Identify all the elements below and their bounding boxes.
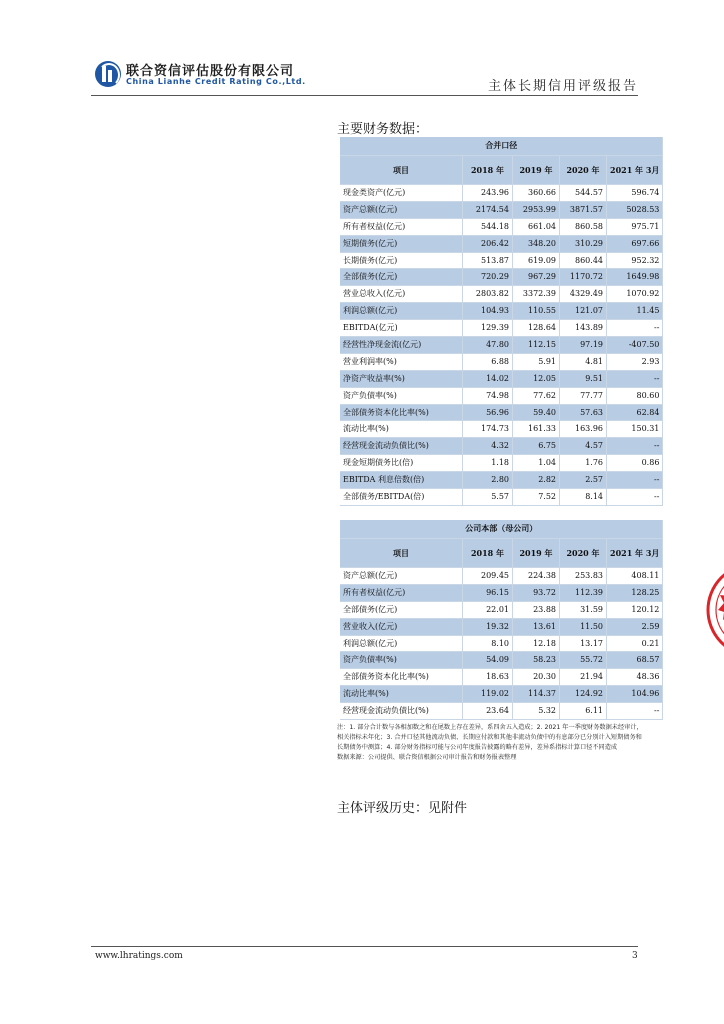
cell-value: 68.57 <box>607 652 663 669</box>
rating-history-title: 主体评级历史：见附件 <box>337 801 468 816</box>
cell-value: 8.10 <box>463 635 513 652</box>
column-header: 项目 <box>340 539 463 568</box>
row-label: EBITDA 利息倍数(倍) <box>340 472 463 489</box>
row-label: 营业总收入(亿元) <box>340 286 463 303</box>
cell-value: 9.51 <box>560 370 607 387</box>
cell-value: 112.39 <box>560 584 607 601</box>
cell-value: 661.04 <box>513 218 560 235</box>
cell-value: 128.25 <box>607 584 663 601</box>
cell-value: 0.21 <box>607 635 663 652</box>
row-label: 所有者权益(亿元) <box>340 584 463 601</box>
cell-value: 1.18 <box>463 455 513 472</box>
cell-value: 124.92 <box>560 686 607 703</box>
cell-value: 5028.53 <box>607 201 663 218</box>
cell-value: 209.45 <box>463 568 513 585</box>
cell-value: 48.36 <box>607 669 663 686</box>
table-row <box>340 218 663 235</box>
cell-value: 119.02 <box>463 686 513 703</box>
table-row <box>340 269 663 286</box>
cell-value: 8.14 <box>560 489 607 506</box>
page-header <box>0 0 724 100</box>
cell-value: 544.57 <box>560 185 607 202</box>
table-row <box>340 252 663 269</box>
row-label: 营业收入(亿元) <box>340 618 463 635</box>
table-row <box>340 601 663 618</box>
cell-value: 253.83 <box>560 568 607 585</box>
cell-value: 1.04 <box>513 455 560 472</box>
cell-value: -407.50 <box>607 337 663 354</box>
cell-value: -- <box>607 703 663 720</box>
cell-value: 104.96 <box>607 686 663 703</box>
table-row <box>340 235 663 252</box>
cell-value: 110.55 <box>513 303 560 320</box>
table-row <box>340 489 663 506</box>
cell-value: 11.45 <box>607 303 663 320</box>
cell-value: 97.19 <box>560 337 607 354</box>
cell-value: -- <box>607 370 663 387</box>
cell-value: 11.50 <box>560 618 607 635</box>
cell-value: 408.11 <box>607 568 663 585</box>
row-label: 全部债务(亿元) <box>340 601 463 618</box>
table-row <box>340 568 663 585</box>
company-name-cn: 联合资信评估股份有限公司 <box>126 64 295 79</box>
company-name-en: China Lianhe Credit Rating Co.,Ltd. <box>126 77 306 86</box>
cell-value: -- <box>607 320 663 337</box>
cell-value: 2.57 <box>560 472 607 489</box>
table-row <box>340 370 663 387</box>
cell-value: 5.32 <box>513 703 560 720</box>
table-row <box>340 635 663 652</box>
row-label: 所有者权益(亿元) <box>340 218 463 235</box>
cell-value: 12.05 <box>513 370 560 387</box>
footer-divider <box>91 946 638 947</box>
page-number: 3 <box>632 951 638 961</box>
cell-value: 1070.92 <box>607 286 663 303</box>
footer-website: www.lhratings.com <box>95 951 183 961</box>
cell-value: 224.38 <box>513 568 560 585</box>
cell-value: 77.77 <box>560 387 607 404</box>
table-row <box>340 387 663 404</box>
column-header: 2018 年 <box>463 539 513 568</box>
cell-value: 860.58 <box>560 218 607 235</box>
cell-value: 121.07 <box>560 303 607 320</box>
column-header: 2019 年 <box>513 539 560 568</box>
data-source-text: 数据来源：公司提供、联合资信根据公司审计报告和财务报表整理 <box>337 754 517 761</box>
cell-value: 47.80 <box>463 337 513 354</box>
row-label: 资产负债率(%) <box>340 652 463 669</box>
cell-value: 2174.54 <box>463 201 513 218</box>
table-notes <box>337 723 643 763</box>
cell-value: 2.82 <box>513 472 560 489</box>
column-header: 2020 年 <box>560 156 607 185</box>
row-label: 利润总额(亿元) <box>340 635 463 652</box>
cell-value: 150.31 <box>607 421 663 438</box>
cell-value: 4.32 <box>463 438 513 455</box>
table-row <box>340 669 663 686</box>
cell-value: 80.60 <box>607 387 663 404</box>
cell-value: 2.80 <box>463 472 513 489</box>
row-label: EBITDA(亿元) <box>340 320 463 337</box>
table-row <box>340 201 663 218</box>
cell-value: 18.63 <box>463 669 513 686</box>
cell-value: 1170.72 <box>560 269 607 286</box>
table-row <box>340 652 663 669</box>
cell-value: 6.88 <box>463 353 513 370</box>
table-row <box>340 185 663 202</box>
cell-value: 20.30 <box>513 669 560 686</box>
row-label: 经营现金流动负债比(%) <box>340 703 463 720</box>
cell-value: 128.64 <box>513 320 560 337</box>
cell-value: 55.72 <box>560 652 607 669</box>
table-row <box>340 618 663 635</box>
cell-value: 3871.57 <box>560 201 607 218</box>
cell-value: 58.23 <box>513 652 560 669</box>
cell-value: 6.11 <box>560 703 607 720</box>
cell-value: 59.40 <box>513 404 560 421</box>
cell-value: 23.64 <box>463 703 513 720</box>
row-label: 资产总额(亿元) <box>340 201 463 218</box>
row-label: 流动比率(%) <box>340 421 463 438</box>
table-caption: 公司本部（母公司） <box>340 520 663 539</box>
cell-value: -- <box>607 489 663 506</box>
table-row <box>340 404 663 421</box>
cell-value: 96.15 <box>463 584 513 601</box>
cell-value: 4.57 <box>560 438 607 455</box>
header-divider <box>91 95 638 96</box>
cell-value: -- <box>607 438 663 455</box>
cell-value: 161.33 <box>513 421 560 438</box>
table-row <box>340 584 663 601</box>
cell-value: 0.86 <box>607 455 663 472</box>
cell-value: 206.42 <box>463 235 513 252</box>
cell-value: 22.01 <box>463 601 513 618</box>
cell-value: 720.29 <box>463 269 513 286</box>
cell-value: 129.39 <box>463 320 513 337</box>
column-header: 2019 年 <box>513 156 560 185</box>
parent-company-financial-table <box>340 520 663 720</box>
column-header: 2021 年 3月 <box>607 539 663 568</box>
cell-value: 54.09 <box>463 652 513 669</box>
cell-value: 13.61 <box>513 618 560 635</box>
cell-value: 7.52 <box>513 489 560 506</box>
cell-value: 62.84 <box>607 404 663 421</box>
table-caption: 合并口径 <box>340 137 663 156</box>
cell-value: 31.59 <box>560 601 607 618</box>
table-row <box>340 286 663 303</box>
cell-value: 104.93 <box>463 303 513 320</box>
cell-value: 6.75 <box>513 438 560 455</box>
cell-value: -- <box>607 472 663 489</box>
cell-value: 2.93 <box>607 353 663 370</box>
column-header: 2020 年 <box>560 539 607 568</box>
cell-value: 1.76 <box>560 455 607 472</box>
cell-value: 596.74 <box>607 185 663 202</box>
cell-value: 56.96 <box>463 404 513 421</box>
table-row <box>340 686 663 703</box>
cell-value: 975.71 <box>607 218 663 235</box>
seal-stamp-icon <box>702 535 724 685</box>
table-row <box>340 703 663 720</box>
cell-value: 2803.82 <box>463 286 513 303</box>
cell-value: 243.96 <box>463 185 513 202</box>
table-row <box>340 337 663 354</box>
cell-value: 120.12 <box>607 601 663 618</box>
column-header: 2021 年 3月 <box>607 156 663 185</box>
report-type-title: 主体长期信用评级报告 <box>487 79 638 94</box>
table-row <box>340 438 663 455</box>
column-header: 项目 <box>340 156 463 185</box>
column-header: 2018 年 <box>463 156 513 185</box>
cell-value: 360.66 <box>513 185 560 202</box>
row-label: 全部债务/EBITDA(倍) <box>340 489 463 506</box>
row-label: 流动比率(%) <box>340 686 463 703</box>
row-label: 全部债务资本化比率(%) <box>340 669 463 686</box>
table-row <box>340 303 663 320</box>
cell-value: 5.91 <box>513 353 560 370</box>
cell-value: 697.66 <box>607 235 663 252</box>
cell-value: 21.94 <box>560 669 607 686</box>
row-label: 经营性净现金流(亿元) <box>340 337 463 354</box>
cell-value: 112.15 <box>513 337 560 354</box>
row-label: 全部债务资本化比率(%) <box>340 404 463 421</box>
row-label: 长期债务(亿元) <box>340 252 463 269</box>
cell-value: 19.32 <box>463 618 513 635</box>
cell-value: 967.29 <box>513 269 560 286</box>
row-label: 营业利润率(%) <box>340 353 463 370</box>
cell-value: 57.63 <box>560 404 607 421</box>
table-row <box>340 353 663 370</box>
cell-value: 310.29 <box>560 235 607 252</box>
cell-value: 544.18 <box>463 218 513 235</box>
cell-value: 1649.98 <box>607 269 663 286</box>
row-label: 短期债务(亿元) <box>340 235 463 252</box>
cell-value: 4.81 <box>560 353 607 370</box>
row-label: 资产负债率(%) <box>340 387 463 404</box>
cell-value: 93.72 <box>513 584 560 601</box>
row-label: 资产总额(亿元) <box>340 568 463 585</box>
table-row <box>340 472 663 489</box>
consolidated-financial-table <box>340 137 663 506</box>
row-label: 经营现金流动负债比(%) <box>340 438 463 455</box>
cell-value: 619.09 <box>513 252 560 269</box>
table-row <box>340 455 663 472</box>
cell-value: 13.17 <box>560 635 607 652</box>
cell-value: 860.44 <box>560 252 607 269</box>
note-text: 注：1. 部分合计数与各相加数之和在尾数上存在差异，系四舍五入造成；2. 2021 年一季度财务数据未经审计，相关指标未年化；3. 合并口径其他流动负债、长期应付款和其他非流动负债中的有息部分已分别计入短期债务和长期债务中测算；4. 部分财务指标可能与公司年度报告披露的略有差异，差异系指标计算口径不同造成 <box>337 724 643 751</box>
cell-value: 174.73 <box>463 421 513 438</box>
cell-value: 2953.99 <box>513 201 560 218</box>
cell-value: 163.96 <box>560 421 607 438</box>
lianhe-logo-icon <box>95 61 121 87</box>
row-label: 净资产收益率(%) <box>340 370 463 387</box>
cell-value: 2.59 <box>607 618 663 635</box>
financial-data-title: 主要财务数据： <box>337 122 429 137</box>
cell-value: 23.88 <box>513 601 560 618</box>
cell-value: 77.62 <box>513 387 560 404</box>
cell-value: 952.32 <box>607 252 663 269</box>
row-label: 现金短期债务比(倍) <box>340 455 463 472</box>
cell-value: 12.18 <box>513 635 560 652</box>
table-row <box>340 320 663 337</box>
row-label: 现金类资产(亿元) <box>340 185 463 202</box>
table-row <box>340 421 663 438</box>
cell-value: 5.57 <box>463 489 513 506</box>
cell-value: 4329.49 <box>560 286 607 303</box>
row-label: 利润总额(亿元) <box>340 303 463 320</box>
row-label: 全部债务(亿元) <box>340 269 463 286</box>
cell-value: 348.20 <box>513 235 560 252</box>
cell-value: 3372.39 <box>513 286 560 303</box>
cell-value: 143.89 <box>560 320 607 337</box>
cell-value: 14.02 <box>463 370 513 387</box>
cell-value: 114.37 <box>513 686 560 703</box>
cell-value: 513.87 <box>463 252 513 269</box>
cell-value: 74.98 <box>463 387 513 404</box>
